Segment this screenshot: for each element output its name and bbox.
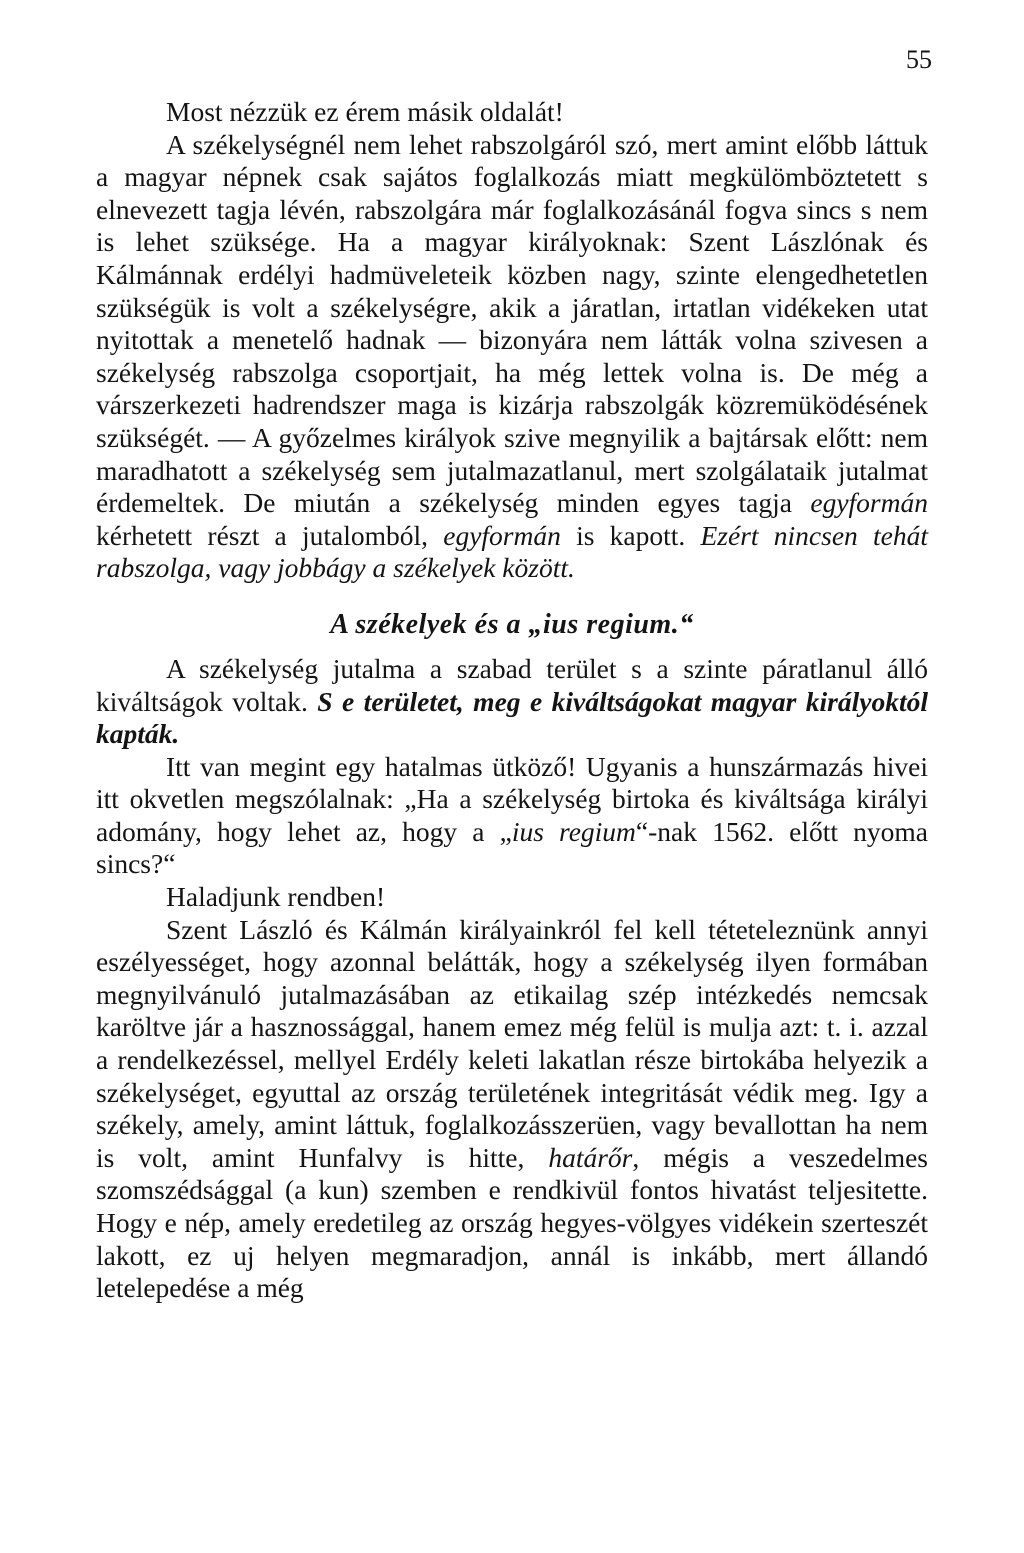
paragraph-5: Haladjunk rendben! (166, 881, 386, 913)
paragraph-3-emphasis: S e területet, meg e kiváltságokat magyar királyoktól kapták. (96, 685, 928, 750)
paragraph-4 (96, 751, 928, 881)
paragraph-6 (96, 914, 928, 1305)
paragraph-2 (96, 129, 928, 585)
paragraph-2-text-c: is kapott. (560, 519, 701, 551)
paragraph-2-text-b: kérhetett részt a jutalomból, (96, 519, 444, 551)
paragraph-6-text-b: , mégis a veszedelmes szomszédsággal (a kun) szemben e rendkivül fontos hivatást teljesitette. Hogy e nép, amely eredetileg az ország hegyes-völgyes vidékein szerteszét lakott, ez uj helyen megmaradjon, annál is inkább, mert állandó letelepedése a még (96, 1141, 928, 1304)
paragraph-4-text-b: “-nak 1562. előtt nyoma sincs?“ (96, 815, 928, 880)
page-number: 55 (906, 45, 932, 74)
section-heading: A székelyek és a „ius regium.“ (330, 608, 694, 640)
paragraph-3-text: A székelység jutalma a szabad terület s a szinte páratlanul álló kiváltságok voltak. (96, 652, 928, 717)
paragraph-6-text-a: Szent László és Kálmán királyainkról fel kell téteteleznünk annyi eszélyességet, hogy azonnal belátták, hogy a székelység ilyen formában megnyilvánuló jutalmazásában az etikailag szép intézkedés nemcsak karöltve jár a hasznossággal, hanem emez még felül is mulja azt: t. i. azzal a rendelkezéssel, mellyel Erdély keleti lakatlan része birtokába helyezik a székelységet, egyuttal az ország területének integritását védik meg. Igy a székely, amely, amint láttuk, foglalkozásszerüen, vagy bevallottan ha nem is volt, amint Hunfalvy is hitte, (96, 913, 928, 1173)
paragraph-6-emphasis: határőr (548, 1141, 633, 1173)
paragraph-2-emphasis-2: egyformán (443, 519, 561, 551)
paragraph-4-text-a: Itt van megint egy hatalmas ütköző! Ugyanis a hunszármazás hivei itt okvetlen megszólalnak: „Ha a székelység birtoka és kiváltsága királyi adomány, hogy lehet az, hogy a „ (96, 750, 928, 847)
paragraph-1: Most nézzük ez érem másik oldalát! (166, 96, 564, 127)
paragraph-2-emphasis-3: Ezért nincsen tehát rabszolga, vagy jobbágy a székelyek között. (96, 519, 928, 584)
paragraph-4-emphasis: ius regium (511, 815, 636, 847)
paragraph-2-text-a: A székelységnél nem lehet rabszolgáról szó, mert amint előbb láttuk a magyar népnek csak sajátos foglalkozás miatt megkülömböztetett s elnevezett tagja lévén, rabszolgára már foglalkozásánál fogva sincs s nem is lehet szüksége. Ha a magyar királyoknak: Szent Lászlónak és Kálmánnak erdélyi hadmüveleteik közben nagy, szinte elengedhetetlen szükségük is volt a székelységre, akik a járatlan, irtatlan vidékeken utat nyitottak a menetelő hadnak — bizonyára nem látták volna szivesen a székelység rabszolga csoportjait, ha még lettek volna is. De még a várszerkezeti hadrendszer maga is kizárja rabszolgák közremüködésének szükségét. — A győzelmes királyok szive megnyilik a bajtársak előtt: nem maradhatott a székelység sem jutalmazatlanul, mert szolgálataik jutalmat érdemeltek. De miután a székelység minden egyes tagja (96, 128, 928, 519)
paragraph-3 (96, 653, 928, 751)
page-body (96, 96, 928, 1305)
paragraph-2-emphasis-1: egyformán (810, 487, 928, 519)
